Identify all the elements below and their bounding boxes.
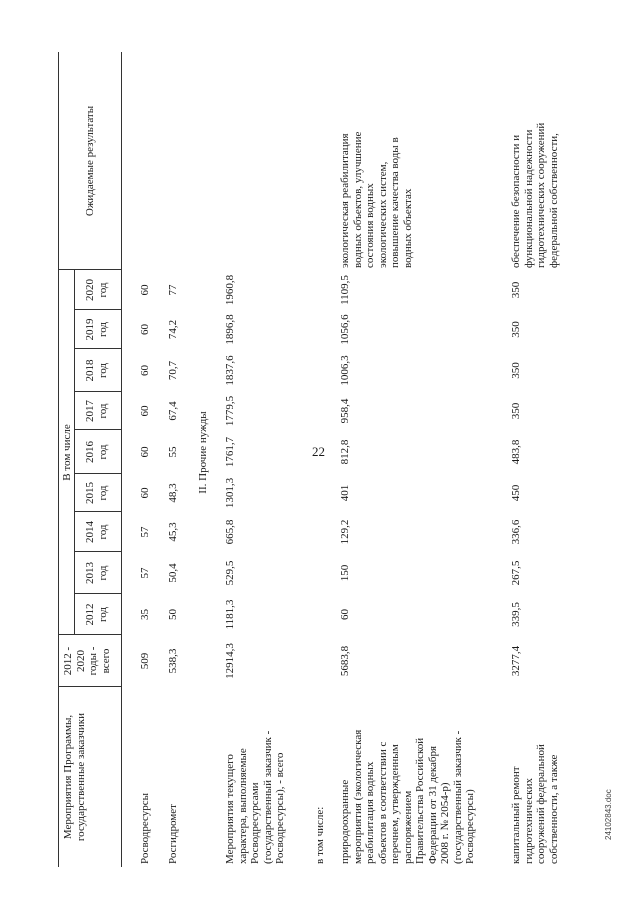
row-value: 350 xyxy=(510,402,522,420)
header-year: 2012 год xyxy=(84,603,109,626)
row-value: 509 xyxy=(139,652,151,670)
row-value: 60 xyxy=(139,284,151,296)
row-value: 48,3 xyxy=(167,483,179,503)
row-value: 1056,6 xyxy=(339,314,351,345)
row-value: 77 xyxy=(167,284,179,296)
row-value: 57 xyxy=(139,526,151,538)
row-result: обеспечение безопасности и функциональной надежности гидротехнических сооружений федеральной собственности, xyxy=(510,122,560,268)
row-label: капитальный ремонт гидротехнических сооружений федеральной собственности, а также xyxy=(510,744,560,864)
row-value: 267,5 xyxy=(510,560,522,586)
header-year: 2016 год xyxy=(84,441,109,463)
table-rule xyxy=(74,270,75,635)
row-value: 70,7 xyxy=(167,360,179,381)
header-results: Ожидаемые результаты xyxy=(84,105,96,217)
row-value: 60 xyxy=(139,365,151,376)
table-rule xyxy=(121,52,122,867)
footer-filename: 24102843.doc xyxy=(604,789,613,840)
row-label: Мероприятия текущего характера, выполняемые Росводресурсами (государственный заказчик - Росводресурсы), - всего xyxy=(224,730,286,864)
row-value: 350 xyxy=(510,321,522,338)
header-year: 2013 год xyxy=(84,562,109,584)
row-value: 1779,5 xyxy=(224,395,236,427)
row-value: 50 xyxy=(167,609,179,620)
row-value: 57 xyxy=(139,567,151,579)
row-value: 45,3 xyxy=(167,522,179,542)
row-label: в том числе: природоохранные мероприятия (экологическая реабилитация водных объектов в соответствии с перечнем, утвержденным распоряжением Правительства Российской Федерации от 31 декабря 2008 г. № 2054-р) (государственный заказчик - Росводресурсы) xyxy=(314,729,476,864)
row-value: 55 xyxy=(167,446,179,458)
row-value: 350 xyxy=(510,281,522,299)
header-year: 2018 год xyxy=(84,359,109,382)
row-value: 67,4 xyxy=(167,401,179,421)
row-value: 339,5 xyxy=(510,602,522,627)
header-in-that-number: В том числе xyxy=(61,424,73,481)
row-value: 401 xyxy=(339,484,351,502)
header-year: 2014 год xyxy=(84,521,109,543)
row-value: 538,3 xyxy=(167,648,179,674)
row-value: 50,4 xyxy=(167,563,179,583)
row-value: 336,6 xyxy=(510,519,522,545)
row-value: 60 xyxy=(139,446,151,458)
row-value: 812,8 xyxy=(339,439,351,465)
table-rule xyxy=(58,52,59,867)
row-value: 1181,3 xyxy=(224,599,236,630)
row-value: 35 xyxy=(139,609,151,620)
row-value: 60 xyxy=(139,324,151,335)
row-value: 350 xyxy=(510,362,522,379)
row-value: 1006,3 xyxy=(339,355,351,386)
header-year: 2017 год xyxy=(84,400,109,422)
row-value: 1896,8 xyxy=(224,314,236,345)
header-activity: Мероприятия Программы, государственные заказчики xyxy=(62,712,87,842)
row-value: 1109,5 xyxy=(339,275,351,305)
row-value: 1761,7 xyxy=(224,436,236,468)
row-value: 483,8 xyxy=(510,439,522,465)
row-value: 12914,3 xyxy=(224,643,236,679)
section-title: II. Прочие нужды xyxy=(197,411,209,494)
row-label: Росводресурсы xyxy=(139,792,151,864)
header-year: 2015 год xyxy=(84,482,109,504)
row-value: 958,4 xyxy=(339,398,351,424)
row-value: 450 xyxy=(510,484,522,502)
row-value: 665,8 xyxy=(224,519,236,545)
header-year: 2019 год xyxy=(84,318,109,341)
row-value: 60 xyxy=(339,609,351,620)
row-value: 3277,4 xyxy=(510,645,522,677)
row-value: 5683,8 xyxy=(339,645,351,677)
row-value: 1837,6 xyxy=(224,355,236,386)
row-value: 60 xyxy=(139,405,151,417)
row-value: 60 xyxy=(139,487,151,499)
row-result: экологическая реабилитация водных объектов, улучшение состояния водных экологических систем, повышение качества воды в водных объектах xyxy=(339,131,414,268)
row-value: 529,5 xyxy=(224,560,236,586)
row-value: 1301,3 xyxy=(224,477,236,509)
page-number: 22 xyxy=(312,444,325,459)
row-value: 129,2 xyxy=(339,519,351,545)
row-value: 150 xyxy=(339,564,351,582)
row-label: Росгидромет xyxy=(167,804,179,864)
header-total: 2012 - 2020 годы - всего xyxy=(62,646,112,676)
row-value: 1960,8 xyxy=(224,274,236,306)
row-value: 74,2 xyxy=(167,319,179,340)
header-year: 2020 год xyxy=(84,279,109,301)
